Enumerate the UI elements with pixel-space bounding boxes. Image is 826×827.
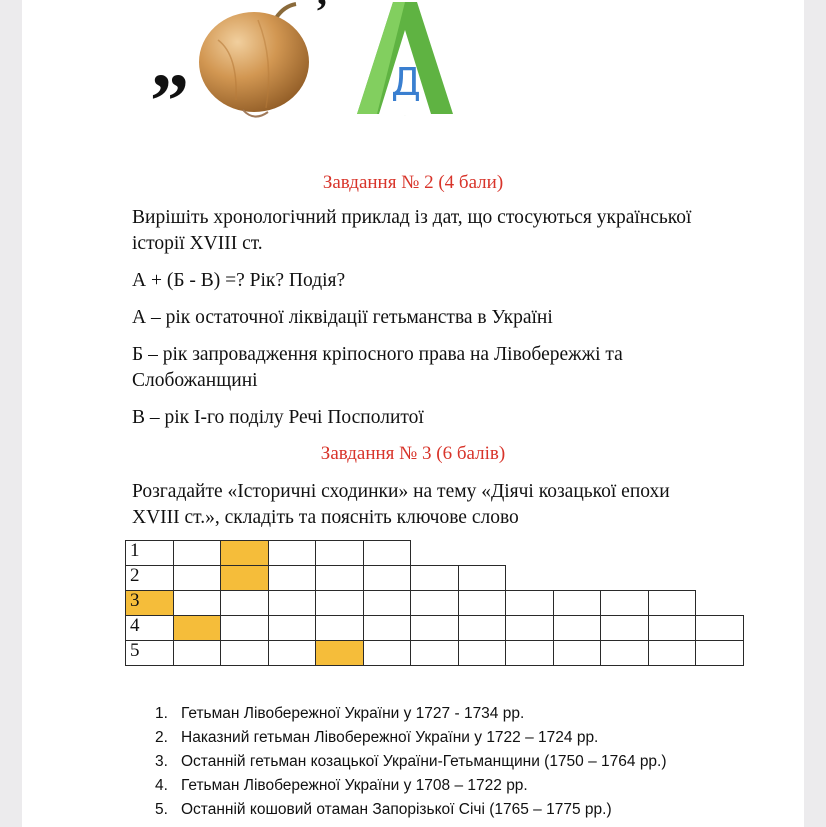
clue-item <box>155 705 524 723</box>
grid-letter-cell[interactable] <box>220 615 269 641</box>
task2-instruction-line1: Вирішіть хронологічний приклад із дат, що стосуються української <box>132 207 692 228</box>
grid-letter-cell[interactable] <box>553 590 602 616</box>
grid-letter-cell[interactable] <box>315 565 364 591</box>
grid-letter-cell[interactable] <box>553 640 602 666</box>
grid-row-number-cell <box>125 640 174 666</box>
grid-letter-cell[interactable] <box>458 640 507 666</box>
task2-instruction-line2: історії XVIII ст. <box>132 233 263 254</box>
grid-letter-cell[interactable] <box>268 540 317 566</box>
grid-row-number-cell <box>125 590 174 616</box>
rebus-quote-mark: ” <box>150 57 189 144</box>
grid-row-label: 4 <box>130 615 140 636</box>
grid-letter-cell[interactable] <box>315 615 364 641</box>
worksheet-page <box>22 0 804 827</box>
clue-text: Гетьман Лівобережної України у 1708 – 1722 рр. <box>181 777 528 794</box>
green-letter-image <box>355 0 455 120</box>
grid-letter-cell[interactable] <box>220 540 269 566</box>
task2-formula: А + (Б - В) =? Рік? Подія? <box>132 270 346 291</box>
clue-text: Гетьман Лівобережної України у 1727 - 1734 рр. <box>181 705 525 722</box>
task3-instruction-line2: XVIII ст.», складіть та поясніть ключове слово <box>132 507 519 528</box>
grid-letter-cell[interactable] <box>220 565 269 591</box>
grid-letter-cell[interactable] <box>363 565 412 591</box>
clue-item <box>155 777 528 795</box>
grid-letter-cell[interactable] <box>363 615 412 641</box>
rebus-picture <box>150 0 470 144</box>
grid-letter-cell[interactable] <box>410 565 459 591</box>
grid-row-number-cell <box>125 540 174 566</box>
big-letter: А <box>404 116 406 117</box>
grid-letter-cell[interactable] <box>505 640 554 666</box>
clue-text: Наказний гетьман Лівобережної України у 1722 – 1724 рр. <box>181 729 599 746</box>
task2-item-a: А – рік остаточної ліквідації гетьманства в Україні <box>132 307 553 328</box>
grid-letter-cell[interactable] <box>458 590 507 616</box>
clue-number: 4. <box>155 777 168 794</box>
grid-letter-cell[interactable] <box>173 615 222 641</box>
grid-row-label: 2 <box>130 565 140 586</box>
grid-letter-cell[interactable] <box>268 565 317 591</box>
grid-letter-cell[interactable] <box>648 640 697 666</box>
grid-letter-cell[interactable] <box>695 640 744 666</box>
grid-row-number-cell <box>125 565 174 591</box>
task2-item-b-line1: Б – рік запровадження кріпосного права на Лівобережжі та <box>132 344 623 365</box>
task3-instruction-line1: Розгадайте «Історичні сходинки» на тему «Діячі козацької епохи <box>132 481 670 502</box>
grid-letter-cell[interactable] <box>268 615 317 641</box>
task2-heading: Завдання № 2 (4 бали) <box>322 172 504 193</box>
grid-letter-cell[interactable] <box>600 590 649 616</box>
onion-image <box>188 0 318 125</box>
clue-item <box>155 753 667 771</box>
grid-letter-cell[interactable] <box>505 590 554 616</box>
grid-letter-cell[interactable] <box>363 590 412 616</box>
task2-item-c: В – рік І-го поділу Речі Посполитої <box>132 407 424 428</box>
grid-letter-cell[interactable] <box>268 640 317 666</box>
grid-letter-cell[interactable] <box>315 640 364 666</box>
grid-letter-cell[interactable] <box>553 615 602 641</box>
grid-letter-cell[interactable] <box>173 565 222 591</box>
clue-number: 1. <box>155 705 168 722</box>
grid-letter-cell[interactable] <box>173 590 222 616</box>
small-letter: Д <box>391 60 421 104</box>
grid-letter-cell[interactable] <box>268 590 317 616</box>
grid-letter-cell[interactable] <box>458 615 507 641</box>
history-steps-grid <box>125 540 742 665</box>
grid-letter-cell[interactable] <box>315 590 364 616</box>
grid-letter-cell[interactable] <box>220 640 269 666</box>
grid-letter-cell[interactable] <box>410 615 459 641</box>
grid-letter-cell[interactable] <box>220 590 269 616</box>
grid-letter-cell[interactable] <box>648 590 697 616</box>
clue-text: Останній гетьман козацької України-Гетьманщини (1750 – 1764 рр.) <box>181 753 667 770</box>
grid-row-number-cell <box>125 615 174 641</box>
rebus-apostrophe: ’ <box>315 0 329 34</box>
clue-text: Останній кошовий отаман Запорізької Січі (1765 – 1775 рр.) <box>181 801 612 818</box>
grid-letter-cell[interactable] <box>410 640 459 666</box>
grid-letter-cell[interactable] <box>363 540 412 566</box>
grid-letter-cell[interactable] <box>505 615 554 641</box>
grid-row-label: 5 <box>130 640 140 661</box>
clue-number: 2. <box>155 729 168 746</box>
grid-letter-cell[interactable] <box>648 615 697 641</box>
grid-letter-cell[interactable] <box>600 640 649 666</box>
clue-number: 5. <box>155 801 168 818</box>
grid-row-label: 1 <box>130 540 140 561</box>
grid-row-label: 3 <box>130 590 140 611</box>
task3-heading: Завдання № 3 (6 балів) <box>320 443 506 464</box>
grid-letter-cell[interactable] <box>173 540 222 566</box>
grid-letter-cell[interactable] <box>363 640 412 666</box>
clue-item <box>155 729 598 747</box>
grid-letter-cell[interactable] <box>695 615 744 641</box>
grid-letter-cell[interactable] <box>458 565 507 591</box>
task2-item-b-line2: Слобожанщині <box>132 370 258 391</box>
grid-letter-cell[interactable] <box>173 640 222 666</box>
grid-letter-cell[interactable] <box>410 590 459 616</box>
clue-item <box>155 801 612 819</box>
grid-letter-cell[interactable] <box>600 615 649 641</box>
grid-letter-cell[interactable] <box>315 540 364 566</box>
clue-number: 3. <box>155 753 168 770</box>
